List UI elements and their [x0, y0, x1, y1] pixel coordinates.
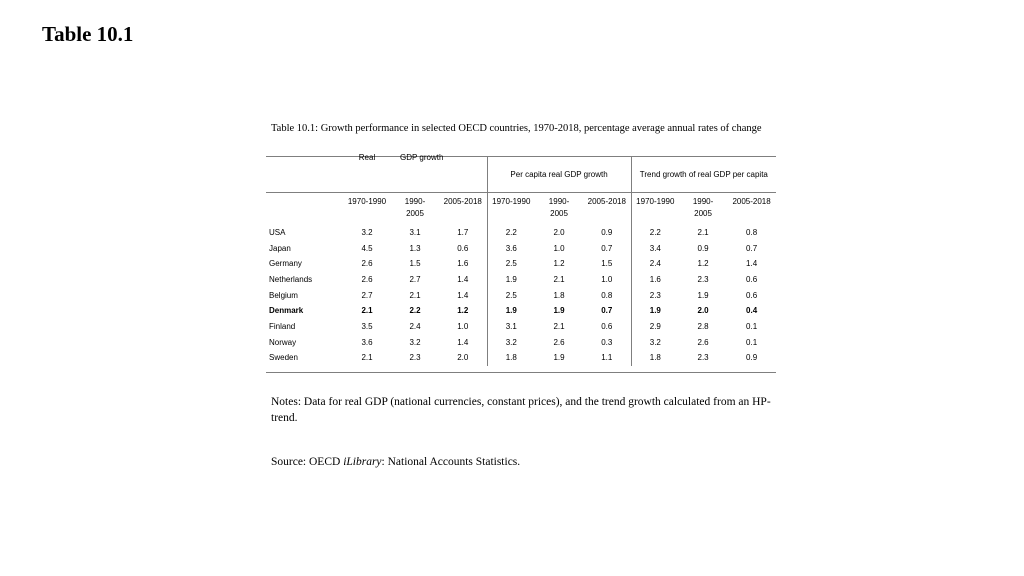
value-cell: 0.9: [746, 353, 758, 363]
value-cell: 1.9: [697, 290, 709, 300]
year-header: [439, 193, 487, 225]
value-cell: 0.9: [697, 243, 709, 253]
value-cell: 1.5: [601, 259, 613, 269]
value-cell: 2.4: [409, 321, 421, 331]
value-cell: 2.6: [553, 337, 565, 347]
country-cell: Sweden: [269, 353, 298, 363]
value-cell: 2.9: [631, 319, 679, 335]
value-cell: 0.6: [457, 243, 469, 253]
year-header-row: [266, 193, 776, 225]
value-cell: 1.9: [487, 303, 535, 319]
growth-table-container: [266, 153, 776, 373]
value-cell: 1.0: [457, 321, 469, 331]
year-label: 1970-1990: [636, 197, 675, 206]
value-cell: 2.1: [361, 306, 373, 316]
group-header-real-gdp: [343, 153, 487, 193]
table-bottom-rule: [266, 372, 776, 373]
year-label: 1990- 2005: [404, 197, 426, 218]
value-cell: 0.4: [746, 306, 758, 316]
year-header: [535, 193, 583, 225]
header-real: Real: [358, 153, 376, 162]
year-label: 2005-2018: [443, 197, 482, 206]
value-cell: 0.6: [746, 274, 758, 284]
value-cell: 1.2: [697, 259, 709, 269]
value-cell: 2.6: [361, 259, 373, 269]
year-header: [391, 193, 439, 225]
table-notes: Notes: Data for real GDP (national currencies, constant prices), and the trend growth calculated from an HP-trend.: [271, 396, 771, 424]
value-cell: 3.5: [361, 321, 373, 331]
value-cell: 3.2: [487, 334, 535, 350]
year-label: 2005-2018: [587, 197, 626, 206]
value-cell: 1.6: [631, 272, 679, 288]
year-label: 1990- 2005: [692, 197, 714, 218]
table-source: [271, 456, 520, 468]
header-corner: [266, 157, 343, 193]
value-cell: 0.1: [746, 321, 758, 331]
year-header: [343, 193, 391, 225]
value-cell: 2.2: [631, 225, 679, 241]
year-label: 1990- 2005: [548, 197, 570, 218]
value-cell: 2.7: [361, 290, 373, 300]
value-cell: 2.5: [487, 256, 535, 272]
value-cell: 1.0: [553, 243, 565, 253]
value-cell: 1.9: [553, 306, 565, 316]
country-cell: Germany: [269, 259, 302, 269]
value-cell: 2.1: [361, 353, 373, 363]
table-row: [266, 287, 776, 303]
value-cell: 2.1: [553, 321, 565, 331]
value-cell: 2.3: [409, 353, 421, 363]
value-cell: 3.2: [361, 227, 373, 237]
table-row: [266, 272, 776, 288]
country-cell: Norway: [269, 337, 297, 347]
value-cell: 2.6: [361, 274, 373, 284]
value-cell: 1.8: [631, 350, 679, 366]
value-cell: 2.1: [553, 274, 565, 284]
value-cell: 1.3: [409, 243, 421, 253]
value-cell: 3.1: [487, 319, 535, 335]
year-header: [583, 193, 631, 225]
country-cell: Denmark: [269, 306, 304, 316]
value-cell: 1.9: [553, 353, 565, 363]
year-header: [679, 193, 727, 225]
table-row: [266, 240, 776, 256]
country-cell: Netherlands: [269, 274, 313, 284]
value-cell: 1.4: [457, 290, 469, 300]
year-label: 2005-2018: [732, 197, 771, 206]
value-cell: 1.6: [457, 259, 469, 269]
value-cell: 1.9: [631, 303, 679, 319]
value-cell: 1.8: [553, 290, 565, 300]
value-cell: 0.8: [601, 290, 613, 300]
value-cell: 2.0: [553, 227, 565, 237]
value-cell: 0.1: [746, 337, 758, 347]
value-cell: 2.8: [697, 321, 709, 331]
value-cell: 2.7: [409, 274, 421, 284]
value-cell: 3.4: [631, 240, 679, 256]
table-caption: Table 10.1: Growth performance in selected OECD countries, 1970-2018, percentage average annual rates of change: [271, 123, 762, 134]
value-cell: 1.5: [409, 259, 421, 269]
value-cell: 0.7: [601, 243, 613, 253]
table-row: [266, 303, 776, 319]
group-header-per-capita: Per capita real GDP growth: [487, 157, 631, 193]
year-header: [727, 193, 776, 225]
value-cell: 1.4: [457, 274, 469, 284]
value-cell: 2.2: [409, 306, 421, 316]
value-cell: 0.8: [746, 227, 758, 237]
value-cell: 3.6: [487, 240, 535, 256]
value-cell: 2.0: [697, 306, 709, 316]
value-cell: 1.2: [457, 306, 469, 316]
value-cell: 1.4: [746, 259, 758, 269]
slide-title: Table 10.1: [42, 22, 134, 46]
value-cell: 2.1: [697, 227, 709, 237]
table-row: [266, 256, 776, 272]
country-cell: Belgium: [269, 290, 298, 300]
value-cell: 1.2: [553, 259, 565, 269]
value-cell: 3.6: [361, 337, 373, 347]
value-cell: 2.0: [457, 353, 469, 363]
country-cell: Japan: [269, 243, 291, 253]
table-row: [266, 319, 776, 335]
group-header-row: [266, 157, 776, 193]
country-cell: USA: [269, 227, 286, 237]
value-cell: 2.5: [487, 287, 535, 303]
value-cell: 0.6: [746, 290, 758, 300]
value-cell: 1.7: [457, 227, 469, 237]
value-cell: 1.1: [601, 353, 613, 363]
value-cell: 2.3: [697, 353, 709, 363]
value-cell: 0.9: [601, 227, 613, 237]
value-cell: 2.4: [631, 256, 679, 272]
growth-table: [266, 153, 776, 366]
table-row: [266, 334, 776, 350]
table-row: [266, 350, 776, 366]
value-cell: 1.8: [487, 350, 535, 366]
country-cell: Finland: [269, 321, 296, 331]
value-cell: 3.2: [631, 334, 679, 350]
table-row: [266, 225, 776, 241]
value-cell: 1.0: [601, 274, 613, 284]
value-cell: 1.9: [487, 272, 535, 288]
year-label: 1970-1990: [347, 197, 387, 206]
value-cell: 2.2: [487, 225, 535, 241]
value-cell: 2.1: [409, 290, 421, 300]
value-cell: 1.4: [457, 337, 469, 347]
value-cell: 4.5: [361, 243, 373, 253]
year-header: [487, 193, 535, 225]
value-cell: 0.3: [601, 337, 613, 347]
value-cell: 2.3: [631, 287, 679, 303]
year-corner: [266, 193, 343, 225]
table-body: [266, 225, 776, 366]
header-gdp-growth: GDP growth: [400, 153, 444, 162]
source-prefix: Source: OECD: [271, 456, 344, 468]
value-cell: 0.7: [746, 243, 758, 253]
year-label: 1970-1990: [492, 197, 531, 206]
value-cell: 2.3: [697, 274, 709, 284]
value-cell: 3.2: [409, 337, 421, 347]
year-header: [631, 193, 679, 225]
value-cell: 0.6: [601, 321, 613, 331]
group-header-trend: Trend growth of real GDP per capita: [631, 157, 776, 193]
source-suffix: : National Accounts Statistics.: [381, 456, 521, 468]
value-cell: 3.1: [409, 227, 421, 237]
value-cell: 2.6: [697, 337, 709, 347]
source-library: iLibrary: [343, 456, 382, 468]
value-cell: 0.7: [601, 306, 613, 316]
